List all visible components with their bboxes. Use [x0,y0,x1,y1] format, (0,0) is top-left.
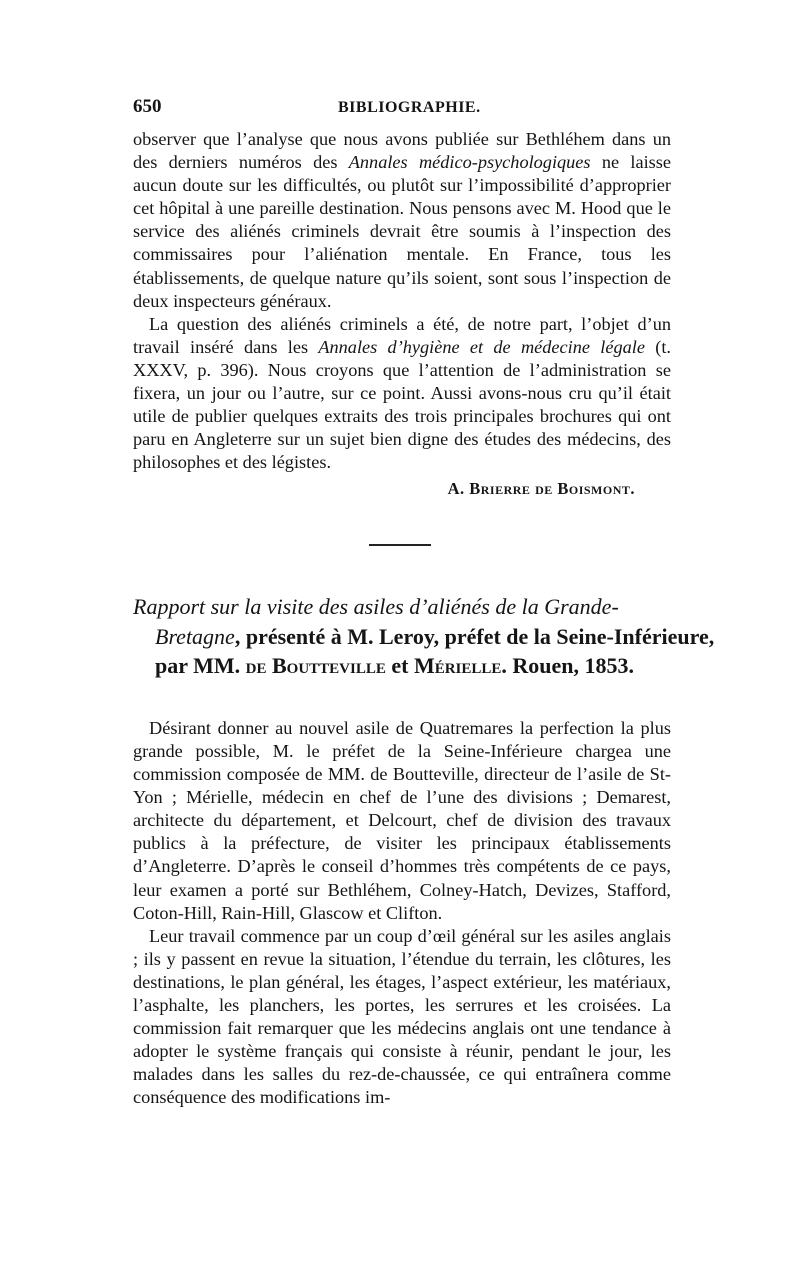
review-title-line-3 [133,651,671,681]
author-signature: A. Brierre de Boismont. [447,479,635,499]
paragraph-survey: Leur travail commence par un coup d’œil général sur les asiles anglais ; ils y passent en revue la situation, l’étendue du terrain, les clôtures, les destinations, le plan général, les étages, l’aspect extérieur, les matériaux, l’asphalte, les planchers, les portes, les serrures et les croisées. La commission fait remarquer que les médecins anglais ont une tendance à adopter le système français qui consiste à réunir, pendant le jour, les malades dans les salles du rez-de-chaussée, ce qui entraînera comme conséquence des modifications im- [133,925,671,1108]
journal-title: Annales d’hygiène et de médecine légale [318,336,645,357]
paragraph-commission: Désirant donner au nouvel asile de Quatremares la perfection la plus grande possible, M. le préfet de la Seine-Inférieure chargea une commission composée de MM. de Boutteville, directeur de l’asile de St-Yon ; Mérielle, médecin en chef de l’une des divisions ; Demarest, architecte du département, et Delcourt, chef de division des travaux publics à la préfecture, de visiter les principaux établissements d’Angleterre. D’après le conseil d’hommes très compétents de ce pays, leur examen a porté sur Bethléhem, Colney-Hatch, Devizes, Stafford, Coton-Hill, Rain-Hill, Glascow et Clifton. [133,717,671,923]
paragraph-text: La question des aliénés criminels a été, de notre part, l’objet d’un travail inséré dans les [133,313,671,357]
paragraph-text: ne laisse aucun doute sur les difficultés, ou plutôt sur l’impossibilité d’approprier cet hôpital à une pareille destination. Nous pensons avec M. Hood que le service des aliénés criminels devrait être soumis à l’inspection des commissaires pour l’aliénation mentale. En France, tous les établissements, de quelque nature qu’ils soient, sont sous l’inspection de deux inspecteurs généraux. [133,152,672,311]
review-title-italic: Bretagne [155,623,235,649]
review-title-text: . Rouen, 1853. [501,653,635,679]
review-body [133,717,671,1110]
review-title-line-2 [133,622,715,652]
paragraph-text: (t. XXXV, p. 396). Nous croyons que l’attention de l’administration se fixera, un jour ou l’autre, sur ce point. Aussi avons-nous cru qu’il était utile de publier quelques extraits des trois principales brochures qui ont paru en Angleterre sur un sujet bien digne des études des médecins, des philosophes et des légistes. [133,336,671,473]
review-title-text: et [385,653,414,679]
review-title [133,592,715,681]
author-name: Mérielle [413,653,502,679]
author-name: de Boutteville [245,653,386,679]
book-page [133,96,715,1110]
review-title-italic: Rapport sur la visite des asiles d’aliénés de la Grande- [133,594,619,620]
review-title-text: , présenté à M. Leroy, préfet de la Seine-Inférieure, [234,623,715,649]
review-title-line-1 [133,592,671,622]
paragraph-criminal-insane [133,313,671,475]
journal-title: Annales médico-psychologiques [348,152,591,173]
review-title-text: par MM. [155,653,246,679]
page-number: 650 [133,96,162,117]
section-divider [369,544,431,546]
paragraph-text: observer que l’analyse que nous avons publiée sur Bethléhem dans un des derniers numéros des [133,129,671,173]
running-title: BIBLIOGRAPHIE. [338,99,481,116]
running-head [133,96,671,128]
paragraph-bethlehem [133,128,671,313]
